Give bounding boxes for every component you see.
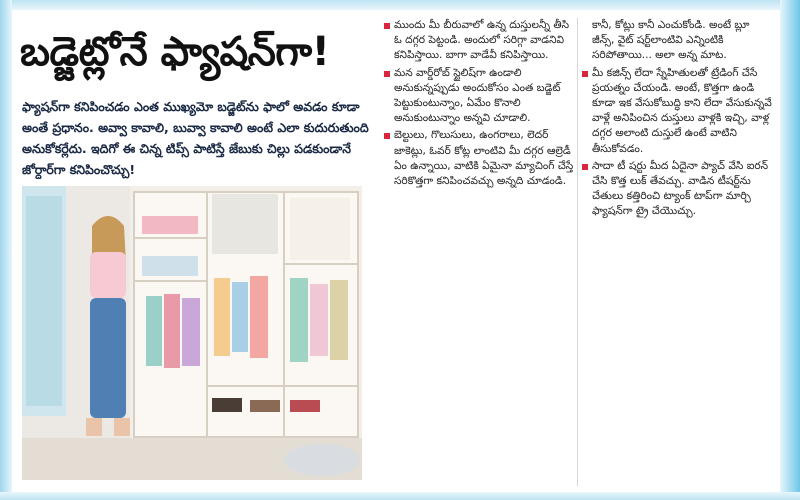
bullet-icon bbox=[384, 71, 390, 77]
column-middle bbox=[384, 18, 574, 486]
column-middle-paragraph bbox=[384, 66, 574, 127]
column-right-paragraph bbox=[582, 18, 772, 64]
article-intro: ఫ్యాషన్‌గా కనిపించడం ఎంత ముఖ్యమో బడ్జెట్‌ను ఫాలో అవడం కూడా అంతే ప్రధానం. అవ్వా కావాలి, బువ్వా కావాలి అంటే ఎలా కుదురుతుంది అనుకోకర్లేదు. ఇదిగో ఈ చిన్న టిప్స్ పాటిస్తే జేబుకు చిల్లు పడకుండానే జోర్దార్‌గా కనిపించొచ్చు! bbox=[22, 99, 369, 177]
bullet-icon bbox=[582, 71, 588, 77]
closet-photo bbox=[22, 186, 362, 480]
frame-top bbox=[0, 0, 800, 10]
column-divider bbox=[577, 18, 578, 486]
closet-photo-icon bbox=[22, 186, 362, 480]
paragraph-text: మన వార్డ్‌రోబ్ స్టైలిష్‌గా ఉండాలి అనుకున్నప్పుడు అందుకోసం ఎంత బడ్జెట్ పెట్టుకుంటున్నాం, ఏమేం కొనాలి అనుకుంటున్నాం అన్నవి చూడాలి. bbox=[394, 66, 561, 125]
paragraph-text: మీ కజిన్స్ లేదా స్నేహితులతో ట్రేడింగ్ చేసే ప్రయత్నం చేయండి. అంటే, కొత్తగా ఉండి కూడా ఇక వేసుకోబుద్ధి కాని లేదా వేసుకున్నవే వాళ్లే అనిపించిన దుస్తులు వాళ్లకి ఇచ్చి, వాళ్ల దగ్గర అలాంటి దుస్తులే ఉంటే వాటిని తీసుకోవడం. bbox=[592, 66, 772, 155]
paragraph-text: సాదా టీ షర్టు మీద ఏదైనా ప్యాచ్ వేసి ఐరన్ చేసి కొత్త లుక్ తేవచ్చు. వాడిన టీషర్ట్‌ను చేతులు కత్తిరించి ట్యాంక్ టాప్‌గా మార్చి ఫ్యాషన్‌గా ట్రై చేయొచ్చు. bbox=[592, 159, 769, 218]
frame-right bbox=[780, 0, 800, 500]
paragraph-text: ముందు మీ బీరువాలో ఉన్న దుస్తులన్నీ తీసి ఓ దగ్గర పెట్టండి. అందులో సరిగ్గా వాడనివి కనిపిస్తాయి. బాగా వాడేవీ కనిపిస్తాయి. bbox=[394, 19, 570, 62]
column-right-paragraph bbox=[582, 159, 772, 220]
paragraph-text: కానీ, కోట్లు కానీ ఎంచుకోండి. అంటే బ్లూ జీన్స్, వైట్ షర్ట్‌లాంటివి ఎన్నింటికి సరిపోతాయి... అలా అన్న మాట. bbox=[592, 19, 750, 62]
bullet-icon bbox=[384, 133, 390, 139]
column-right-paragraph bbox=[582, 66, 772, 157]
article-headline: బడ్జెట్లోనే ఫ్యాషన్‌గా! bbox=[20, 29, 330, 75]
column-middle-paragraph bbox=[384, 128, 574, 189]
bullet-icon bbox=[582, 164, 588, 170]
paragraph-text: బెల్టులు, గొలుసులు, ఉంగరాలు, లెదర్ జాకెట్లు, ఓవర్ కోట్ల లాంటివి మీ దగ్గర ఆల్రెడీ ఏం ఉన్నాయి, వాటికి ఏమైనా మ్యాచింగ్ చేస్తే సరికొత్తగా కనిపించవచ్చు అన్నది చూడండి. bbox=[394, 129, 574, 188]
bullet-icon bbox=[384, 23, 390, 29]
frame-bottom bbox=[0, 492, 800, 500]
column-right bbox=[582, 18, 772, 486]
frame-left bbox=[0, 0, 12, 500]
column-middle-paragraph bbox=[384, 18, 574, 64]
